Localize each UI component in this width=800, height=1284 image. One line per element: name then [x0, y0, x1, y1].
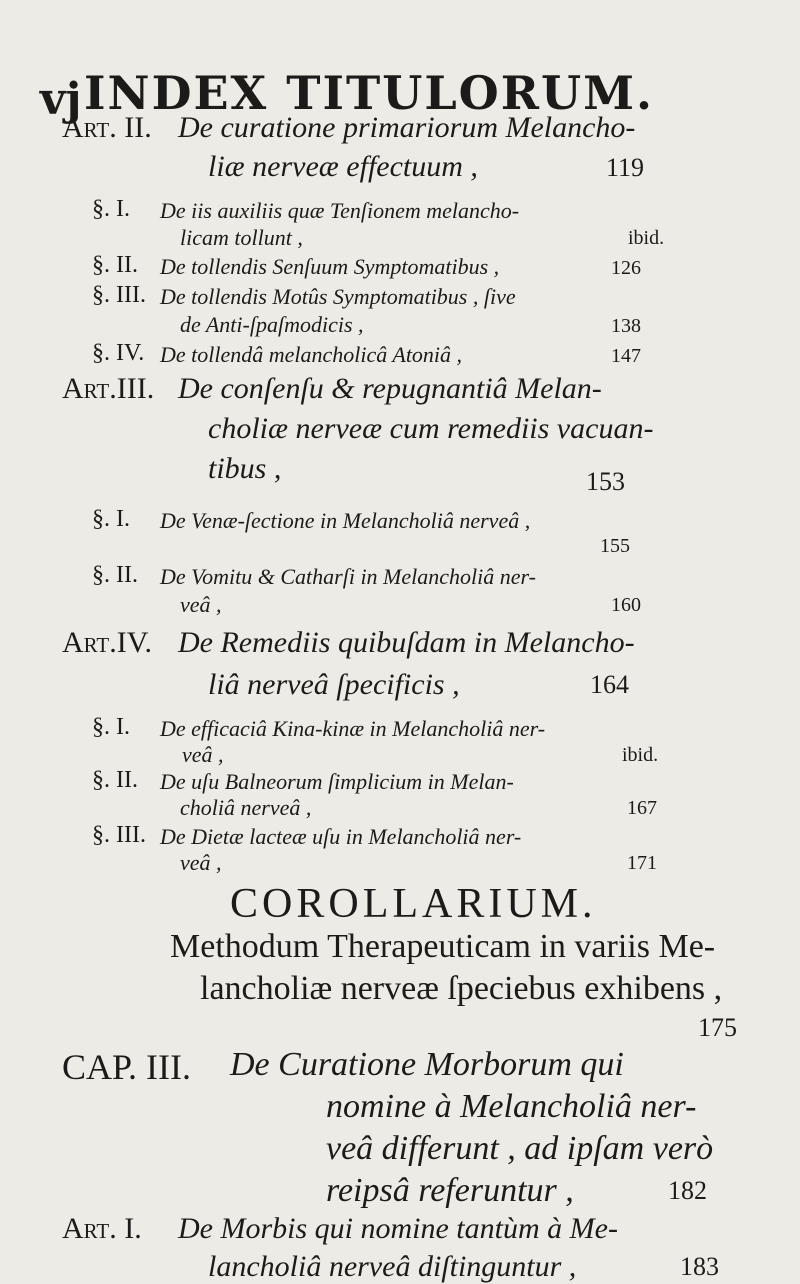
- section-heading: COROLLARIUM.: [230, 881, 597, 927]
- section-title-line: De tollendâ melancholicâ Atoniâ ,: [160, 342, 463, 367]
- section-label: §. IV.: [92, 340, 145, 366]
- section-title-line: de Anti-ſpaſmodicis ,: [180, 312, 364, 337]
- page-ref: ibid.: [628, 227, 665, 249]
- page-ref: 167: [627, 797, 657, 819]
- chapter-title-line: De Curatione Morborum qui: [230, 1046, 624, 1083]
- article-title-line: De Remediis quibuſdam in Melancho-: [178, 626, 635, 659]
- article-label: Art.III.: [62, 372, 155, 405]
- section-title-line: De Dietæ lacteæ uſu in Melancholiâ ner-: [160, 824, 522, 849]
- page-ref: ibid.: [622, 744, 659, 766]
- article-title-line: De Morbis qui nomine tantùm à Me-: [178, 1212, 618, 1245]
- page-ref: 171: [627, 852, 657, 874]
- chapter-title-line: reipsâ referuntur ,: [326, 1172, 574, 1209]
- section-label: §. III.: [92, 282, 146, 308]
- chapter-title-line: veâ differunt , ad ipſam verò: [326, 1130, 714, 1167]
- article-title-line: De curatione primariorum Melancho-: [178, 111, 636, 144]
- section-title-line: De efficaciâ Kina-kinæ in Melancholiâ ner-: [160, 716, 546, 741]
- section-title-line: De Vomitu & Catharſi in Melancholiâ ner-: [160, 564, 536, 589]
- section-title-line: choliâ nerveâ ,: [180, 795, 312, 820]
- section-label: §. II.: [92, 562, 138, 588]
- section-title-line: De tollendis Senſuum Symptomatibus ,: [160, 254, 500, 279]
- page-ref: 160: [611, 594, 641, 616]
- section-title-line: veâ ,: [182, 742, 224, 767]
- chapter-title-line: nomine à Melancholiâ ner-: [326, 1088, 697, 1125]
- page-ref: 164: [590, 670, 629, 699]
- section-label: §. II.: [92, 252, 138, 278]
- corollarium-line: Methodum Therapeuticam in variis Me-: [170, 928, 716, 965]
- section-title-line: De tollendis Motûs Symptomatibus , ſive: [160, 284, 516, 309]
- section-label: §. I.: [92, 506, 130, 532]
- section-title-line: veâ ,: [180, 850, 222, 875]
- page-ref: 119: [606, 153, 645, 182]
- page-ref: 182: [668, 1176, 707, 1205]
- section-title-line: De iis auxiliis quæ Tenſionem melancho-: [160, 198, 520, 223]
- page-ref: 138: [611, 315, 641, 337]
- page-ref: 153: [586, 467, 625, 496]
- article-label: Art. II.: [62, 111, 152, 144]
- section-title-line: licam tollunt ,: [180, 225, 303, 250]
- section-title-line: De uſu Balneorum ſimplicium in Melan-: [160, 769, 514, 794]
- page-ref: 183: [680, 1252, 719, 1281]
- article-title-line: lancholiâ nerveâ diſtinguntur ,: [208, 1250, 577, 1283]
- page-ref: 175: [698, 1013, 737, 1042]
- chapter-label: CAP. III.: [62, 1047, 192, 1087]
- page-ref: 155: [600, 535, 630, 557]
- article-title-line: choliæ nerveæ cum remediis vacuan-: [208, 412, 654, 445]
- corollarium-line: lancholiæ nerveæ ſpeciebus exhibens ,: [200, 970, 723, 1007]
- article-label: Art.IV.: [62, 626, 153, 659]
- article-title-line: liæ nerveæ effectuum ,: [208, 150, 478, 183]
- section-label: §. I.: [92, 196, 130, 222]
- article-label: Art. I.: [62, 1212, 142, 1245]
- page-title: INDEX TITULORUM.: [84, 66, 655, 120]
- section-title-line: veâ ,: [180, 592, 222, 617]
- page-ref: 126: [611, 257, 641, 279]
- article-title-line: liâ nerveâ ſpecificis ,: [208, 668, 460, 701]
- section-label: §. II.: [92, 767, 138, 793]
- section-label: §. I.: [92, 714, 130, 740]
- page-ref: 147: [611, 345, 641, 367]
- section-title-line: De Venæ-ſectione in Melancholiâ nerveâ ,: [160, 508, 531, 533]
- article-title-line: tibus ,: [208, 452, 282, 485]
- page-number: vj: [40, 74, 82, 125]
- article-title-line: De conſenſu & repugnantiâ Melan-: [178, 372, 602, 405]
- section-label: §. III.: [92, 822, 146, 848]
